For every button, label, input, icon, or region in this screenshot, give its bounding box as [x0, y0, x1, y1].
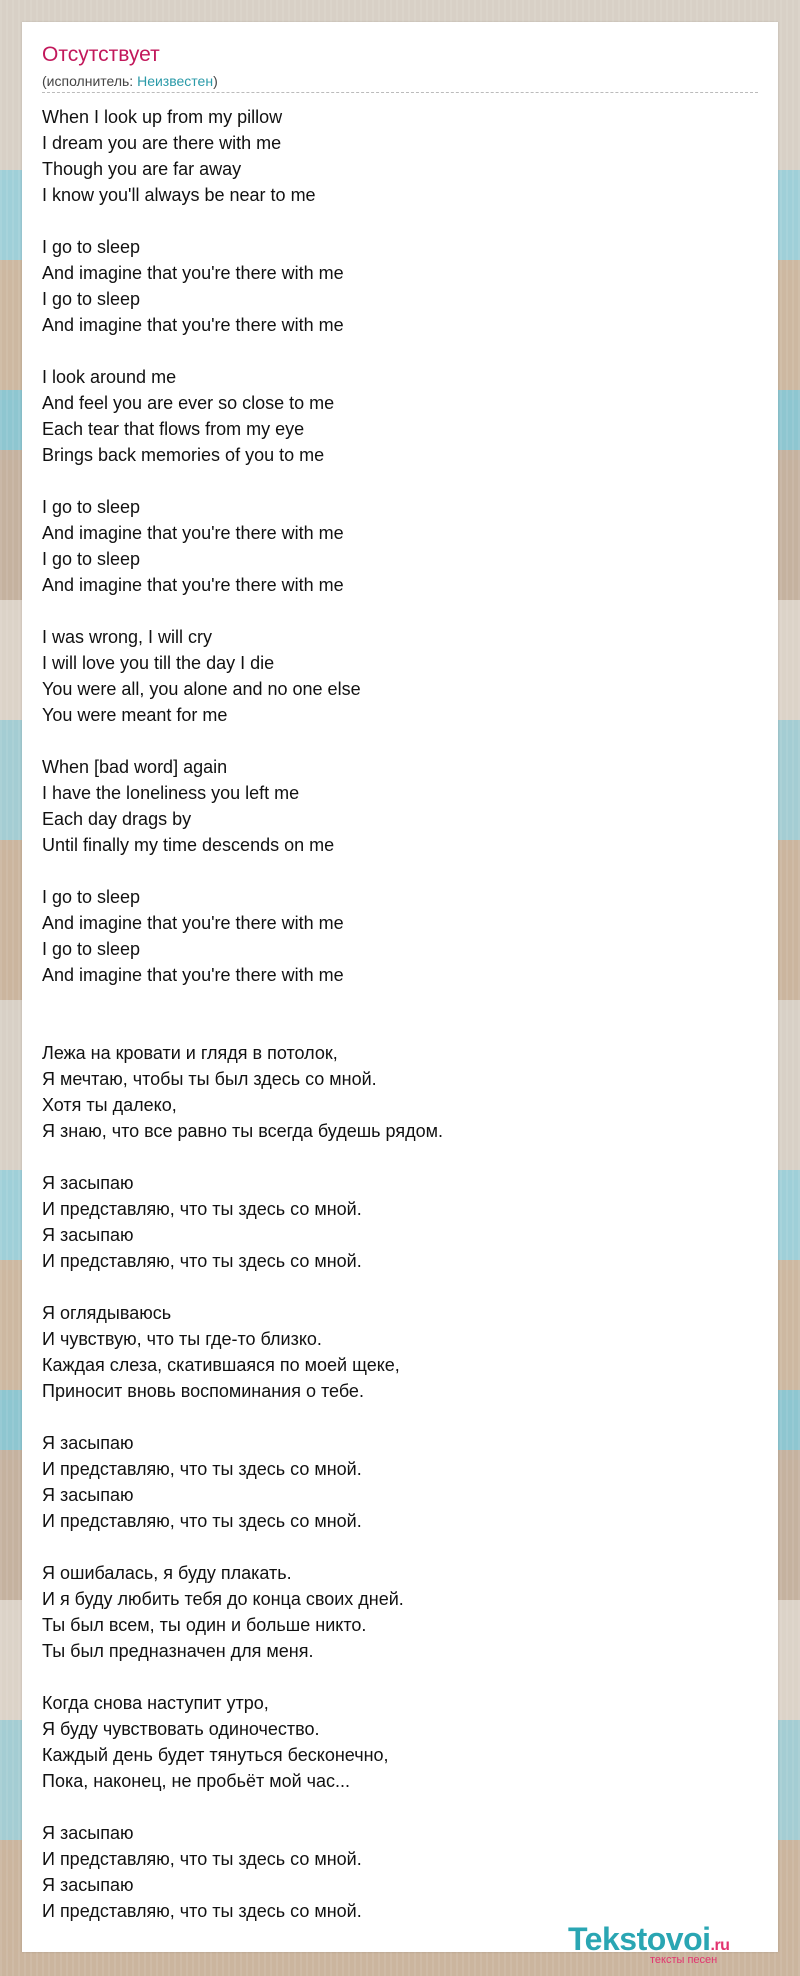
lyric-line: Я засыпаю: [42, 1433, 134, 1453]
russian-stanza: [42, 1560, 758, 1664]
lyric-line: I go to sleep: [42, 497, 141, 517]
lyric-line: I go to sleep: [42, 289, 141, 309]
lyric-line: И я буду любить тебя до конца своих дней.: [42, 1589, 404, 1609]
lyrics-card: [22, 22, 778, 1952]
lyric-line: Каждый день будет тянуться бесконечно,: [42, 1745, 389, 1765]
stanza-gap: [42, 468, 758, 494]
russian-stanza: [42, 1690, 758, 1794]
english-stanza: [42, 624, 758, 728]
lyric-line: Ты был всем, ты один и больше никто.: [42, 1615, 367, 1635]
lyric-line: I was wrong, I will cry: [42, 627, 213, 647]
russian-stanza: [42, 1820, 758, 1924]
stanza-gap: [42, 598, 758, 624]
english-stanza: [42, 754, 758, 858]
russian-stanza: [42, 1040, 758, 1144]
lyric-line: Пока, наконец, не пробьёт мой час...: [42, 1771, 351, 1791]
artist-suffix: ): [213, 73, 218, 89]
lyric-line: I dream you are there with me: [42, 133, 282, 153]
russian-stanza: [42, 1170, 758, 1274]
english-stanza: [42, 364, 758, 468]
lyric-line: Хотя ты далеко,: [42, 1095, 177, 1115]
lyric-line: I go to sleep: [42, 887, 141, 907]
lyric-line: I go to sleep: [42, 939, 141, 959]
lyric-line: You were meant for me: [42, 705, 228, 725]
lyric-line: Когда снова наступит утро,: [42, 1693, 269, 1713]
lyric-line: I know you'll always be near to me: [42, 185, 316, 205]
stanza-gap: [42, 858, 758, 884]
lyric-line: Я засыпаю: [42, 1823, 134, 1843]
lyric-line: Каждая слеза, скатившаяся по моей щеке,: [42, 1355, 400, 1375]
lyric-line: Лежа на кровати и глядя в потолок,: [42, 1043, 338, 1063]
stanza-gap: [42, 1404, 758, 1430]
lyric-line: Я засыпаю: [42, 1225, 134, 1245]
lyric-line: And imagine that you're there with me: [42, 315, 344, 335]
english-stanza: [42, 884, 758, 988]
song-title: Отсутствует: [42, 43, 160, 66]
lyric-line: I go to sleep: [42, 549, 141, 569]
lyric-line: Each day drags by: [42, 809, 192, 829]
lyrics-text: [42, 104, 758, 1924]
translation-gap: [42, 988, 758, 1040]
english-stanza: [42, 234, 758, 338]
english-stanza: [42, 104, 758, 208]
lyric-line: Я знаю, что все равно ты всегда будешь рядом.: [42, 1121, 443, 1141]
lyric-line: And feel you are ever so close to me: [42, 393, 335, 413]
stanza-gap: [42, 1144, 758, 1170]
lyric-line: Я засыпаю: [42, 1875, 134, 1895]
artist-line: [42, 72, 218, 90]
english-stanza: [42, 494, 758, 598]
artist-prefix: (исполнитель:: [42, 73, 138, 89]
lyric-line: Я буду чувствовать одиночество.: [42, 1719, 320, 1739]
artist-link[interactable]: Неизвестен: [137, 73, 214, 89]
lyric-line: И представляю, что ты здесь со мной.: [42, 1901, 362, 1921]
lyric-line: And imagine that you're there with me: [42, 263, 344, 283]
lyric-line: And imagine that you're there with me: [42, 523, 344, 543]
lyric-line: Я засыпаю: [42, 1173, 134, 1193]
stanza-gap: [42, 338, 758, 364]
stanza-gap: [42, 1794, 758, 1820]
lyric-line: Я оглядываюсь: [42, 1303, 172, 1323]
logo-tagline: тексты песен: [650, 1954, 718, 1966]
lyric-line: И представляю, что ты здесь со мной.: [42, 1251, 362, 1271]
stanza-gap: [42, 1274, 758, 1300]
lyric-line: И представляю, что ты здесь со мной.: [42, 1849, 362, 1869]
lyric-line: Though you are far away: [42, 159, 242, 179]
stanza-gap: [42, 1664, 758, 1690]
logo-tld: .ru: [710, 1937, 730, 1954]
title-divider: [42, 92, 758, 93]
lyric-line: И представляю, что ты здесь со мной.: [42, 1199, 362, 1219]
lyric-line: Приносит вновь воспоминания о тебе.: [42, 1381, 364, 1401]
lyric-line: Until finally my time descends on me: [42, 835, 335, 855]
lyric-line: And imagine that you're there with me: [42, 913, 344, 933]
stanza-gap: [42, 1534, 758, 1560]
lyric-line: И чувствую, что ты где-то близко.: [42, 1329, 322, 1349]
lyric-line: Ты был предназначен для меня.: [42, 1641, 314, 1661]
lyric-line: I go to sleep: [42, 237, 141, 257]
lyric-line: Я мечтаю, чтобы ты был здесь со мной.: [42, 1069, 377, 1089]
lyric-line: И представляю, что ты здесь со мной.: [42, 1459, 362, 1479]
lyric-line: And imagine that you're there with me: [42, 965, 344, 985]
lyric-line: Brings back memories of you to me: [42, 445, 325, 465]
lyric-line: When I look up from my pillow: [42, 107, 283, 127]
lyric-line: И представляю, что ты здесь со мной.: [42, 1511, 362, 1531]
lyric-line: Each tear that flows from my eye: [42, 419, 305, 439]
lyric-line: And imagine that you're there with me: [42, 575, 344, 595]
stanza-gap: [42, 728, 758, 754]
lyric-line: You were all, you alone and no one else: [42, 679, 361, 699]
lyric-line: Я ошибалась, я буду плакать.: [42, 1563, 292, 1583]
lyric-line: I will love you till the day I die: [42, 653, 275, 673]
site-logo[interactable]: [568, 1920, 776, 1970]
lyric-line: I look around me: [42, 367, 177, 387]
lyric-line: Я засыпаю: [42, 1485, 134, 1505]
lyric-line: When [bad word] again: [42, 757, 228, 777]
lyric-line: I have the loneliness you left me: [42, 783, 300, 803]
russian-stanza: [42, 1430, 758, 1534]
russian-stanza: [42, 1300, 758, 1404]
logo-name: Tekstovoi: [568, 1921, 711, 1957]
stanza-gap: [42, 208, 758, 234]
